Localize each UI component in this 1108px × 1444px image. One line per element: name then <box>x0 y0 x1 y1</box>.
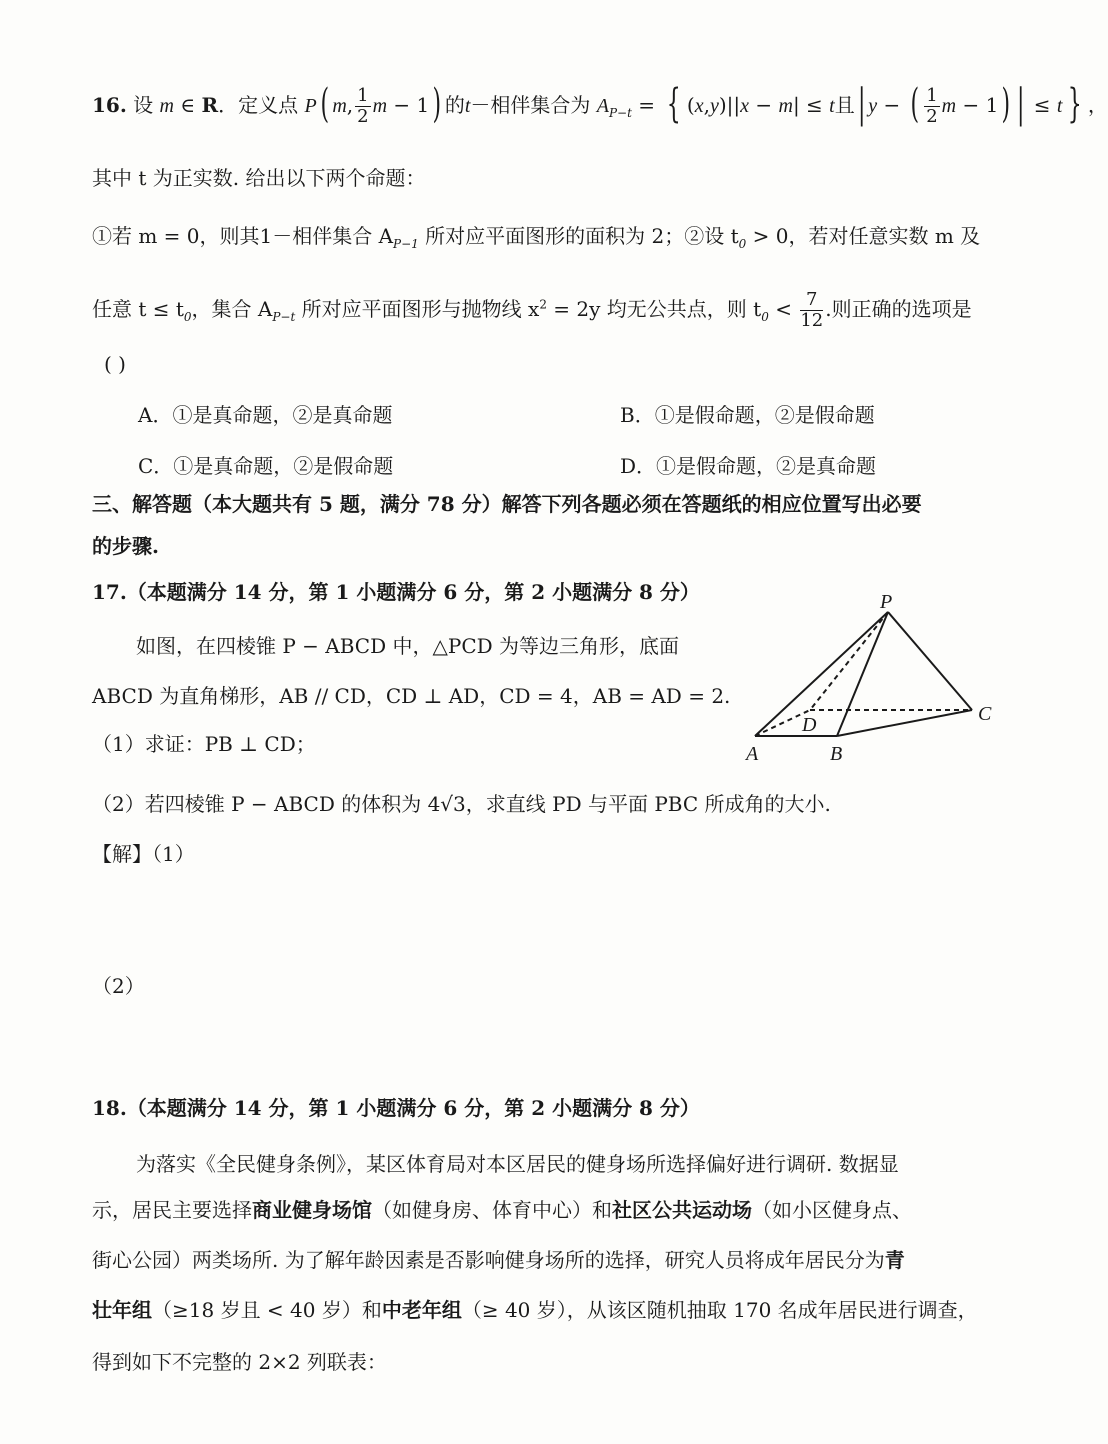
q16-line3: ①若 m = 0，则其1－相伴集合 $A_{P-1}$ 所对应平面图形的面积为 2；②设 $t_0 > 0$，若对任意实数 m 及 <box>92 224 981 251</box>
edge-pa <box>755 612 888 736</box>
label-a: A <box>746 743 759 765</box>
q16-line1: 16. 设 m ∈ R．定义点 P( m, $\frac{1}{2}$ m − 1) 的t－相伴集合为 $A_{P-t}$ = { (x,y)||x − m| ≤ t且| y − ( $\frac{1}{2}$ m − 1) | ≤ t } ， <box>92 80 1108 127</box>
q18-l4c: 中老年组 <box>381 1298 462 1322</box>
q16-number: 16. <box>92 93 127 117</box>
label-d: D <box>802 714 817 736</box>
q18-l3a: 街心公园）两类场所. 为了解年龄因素是否影响健身场所的选择，研究人员将成年居民分为 <box>92 1248 885 1272</box>
frac-num: 7 <box>800 290 823 311</box>
q18-line-5: 得到如下不完整的 2×2 列联表： <box>92 1350 387 1374</box>
q18-line-3 <box>92 1246 905 1274</box>
label-b: B <box>830 743 843 765</box>
q18-l2c: （如健身房、体育中心）和 <box>372 1198 612 1222</box>
q16-option-a[interactable]: A．①是真命题，②是真命题 <box>138 403 393 427</box>
fraction-7-12 <box>800 290 823 331</box>
edge-pd <box>810 612 888 710</box>
q18-line-2 <box>92 1196 912 1224</box>
section3-heading-cont: 的步骤. <box>92 534 159 558</box>
q16-line4-d: = 2y 均无公共点，则 t <box>546 297 762 321</box>
q16-line4-a: 任意 t ≤ t <box>92 297 184 321</box>
pyramid-figure <box>740 590 1000 770</box>
q16-text-d: 且 <box>834 93 855 117</box>
q18-l2e: （如小区健身点、 <box>752 1198 912 1222</box>
q17-solution-2: （2） <box>92 974 145 998</box>
q18-l4a: 壮年组 <box>92 1298 152 1322</box>
q18-l3b: 青 <box>884 1248 905 1272</box>
q16-line4-f: .则正确的选项是 <box>825 297 972 321</box>
q16-line4: 任意 $t \le t_0$，集合 $A_{P-t}$ 所对应平面图形与抛物线 $x^2 = 2y$ 均无公共点，则 $t_0$ < $\frac{7}{12}$ .则正确的选项是 <box>92 289 972 331</box>
label-p: P <box>880 591 893 613</box>
q18-l2d: 社区公共运动场 <box>612 1198 752 1222</box>
q18-l2b: 商业健身场馆 <box>252 1198 372 1222</box>
q17-solution-1: 【解】（1） <box>92 842 195 866</box>
q17-paragraph-1: 如图，在四棱锥 P − ABCD 中，△PCD 为等边三角形，底面 <box>136 634 680 658</box>
q16-line3-a: ①若 m = 0，则其1－相伴集合 A <box>92 224 394 248</box>
frac-den: 12 <box>800 310 824 331</box>
q18-l4d: （≥ 40 岁），从该区随机抽取 170 名成年居民进行调查， <box>461 1298 978 1322</box>
q16-option-b[interactable]: B．①是假命题，②是假命题 <box>620 403 875 427</box>
q16-line2: 其中 t 为正实数. 给出以下两个命题： <box>92 166 426 190</box>
q16-text-a: ．定义点 <box>218 93 299 117</box>
edge-bc <box>837 710 972 736</box>
q18-header: 18.（本题满分 14 分，第 1 小题满分 6 分，第 2 小题满分 8 分） <box>92 1096 700 1120</box>
edge-pc <box>888 612 972 710</box>
q18-l4b: （≥18 岁且 < 40 岁）和 <box>152 1298 382 1322</box>
q16-line4-e: < <box>768 297 799 321</box>
q16-line3-c: > 0，若对任意实数 m 及 <box>746 224 981 248</box>
section3-heading: 三、解答题（本大题共有 5 题，满分 78 分）解答下列各题必须在答题纸的相应位置写出必要 <box>92 492 922 516</box>
q18-l2a: 示，居民主要选择 <box>92 1198 252 1222</box>
q16-line4-b: ，集合 A <box>191 297 273 321</box>
q17-paragraph-2: ABCD 为直角梯形，AB // CD，CD ⊥ AD，CD = 4，AB = AD = 2. <box>92 684 731 708</box>
q16-text-b: 的 <box>444 93 465 117</box>
q16-line4-c: 所对应平面图形与抛物线 x <box>295 297 540 321</box>
q16-option-c[interactable]: C．①是真命题，②是假命题 <box>138 454 394 478</box>
q16-line3-sub: P−1 <box>393 237 419 251</box>
label-c: C <box>978 703 992 725</box>
q16-answer-paren: ( ) <box>104 352 126 376</box>
q17-part2: （2）若四棱锥 P − ABCD 的体积为 4√3，求直线 PD 与平面 PBC 所成角的大小. <box>92 792 831 816</box>
q17-part1: （1）求证：PB ⊥ CD； <box>92 732 316 756</box>
q16-text: 设 <box>133 93 154 117</box>
q16-line4-sub: P−t <box>272 310 296 324</box>
edge-pb <box>837 612 888 736</box>
q18-line-4 <box>92 1296 978 1324</box>
q17-header: 17.（本题满分 14 分，第 1 小题满分 6 分，第 2 小题满分 8 分） <box>92 580 700 604</box>
q16-line3-b: 所对应平面图形的面积为 2；②设 t <box>418 224 739 248</box>
q16-option-d[interactable]: D．①是假命题，②是真命题 <box>620 454 877 478</box>
q18-line-1: 为落实《全民健身条例》，某区体育局对本区居民的健身场所选择偏好进行调研. 数据显 <box>136 1152 899 1176</box>
q16-text-c: －相伴集合为 <box>470 93 591 117</box>
